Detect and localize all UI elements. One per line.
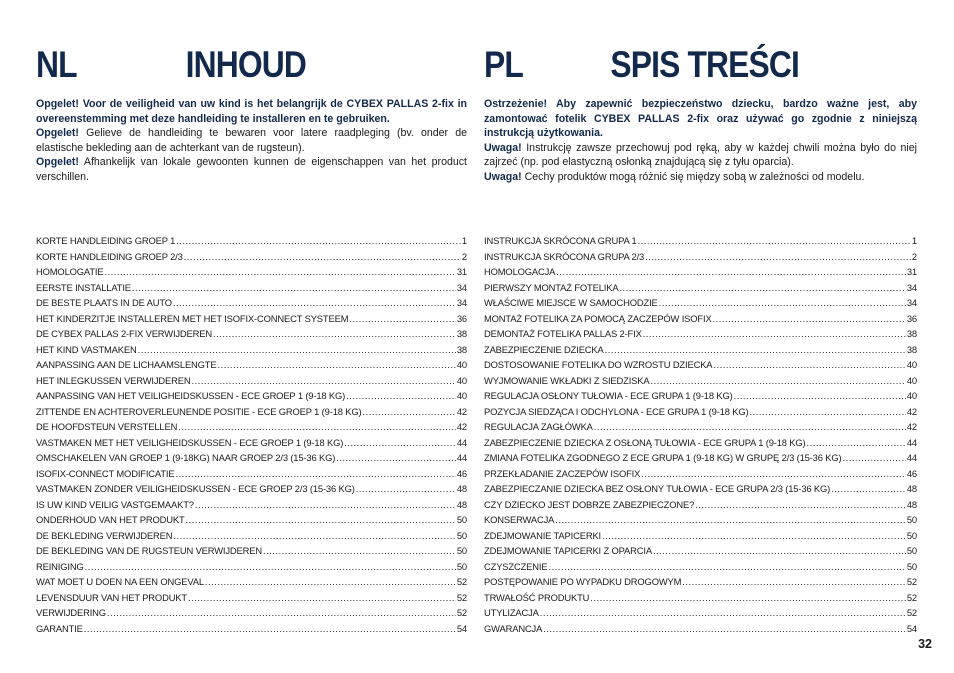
toc-entry-title: WŁAŚCIWE MIEJSCE W SAMOCHODZIE — [484, 297, 658, 308]
toc-dot-leader — [175, 466, 455, 482]
toc-entry[interactable] — [484, 388, 917, 404]
toc-dot-leader — [653, 543, 906, 559]
toc-entry-title: ZITTENDE EN ACHTEROVERLEUNENDE POSITIE - ECE GROEP 1 (9-18 KG) — [36, 405, 362, 417]
toc-entry-page: 40 — [456, 374, 467, 386]
toc-entry-title: DEMONTAŻ FOTELIKA PALLAS 2-FIX — [484, 328, 642, 339]
toc-entry-page: 40 — [456, 390, 467, 401]
language-code: PL — [484, 44, 523, 85]
toc-entry[interactable] — [36, 528, 467, 544]
toc-dot-leader — [195, 497, 456, 513]
toc-entry-page: 38 — [456, 328, 467, 339]
toc-entry[interactable] — [36, 357, 467, 373]
toc-entry-title: ONDERHOUD VAN HET PRODUKT — [36, 514, 185, 525]
toc-entry-page: 34 — [456, 297, 467, 308]
toc-dot-leader — [349, 311, 456, 327]
toc-dot-leader — [641, 466, 906, 482]
toc-entry-page: 52 — [906, 591, 917, 603]
toc-entry-title: ZABEZPIECZANIE DZIECKA BEZ OSŁONY TUŁOWIA - ECE GRUPA 2/3 (15-36 KG) — [484, 483, 831, 494]
toc-entry-title: EERSTE INSTALLATIE — [36, 281, 131, 293]
toc-dot-leader — [132, 280, 456, 296]
toc-entry-page: 40 — [906, 374, 917, 386]
toc-entry-title: HOMOLOGATIE — [36, 266, 104, 277]
toc-entry-title: HOMOLOGACJA — [484, 266, 556, 277]
pl-heading — [484, 44, 856, 90]
warning-paragraph: Ostrzeżenie! Aby zapewnić bezpieczeństwo dziecku, bardzo ważne jest, aby zamontować fotelik CYBEX PALLAS 2-fix oraz używać go zgodnie z niniejszą instrukcją użytkowania. — [484, 98, 917, 140]
toc-entry-title: ZMIANA FOTELIKA ZGODNEGO Z ECE GRUPA 1 (9-18 KG) W GRUPĘ 2/3 (15-36 KG) — [484, 452, 842, 463]
toc-entry-page: 46 — [456, 467, 467, 479]
toc-dot-leader — [184, 249, 461, 265]
toc-entry-title: KORTE HANDLEIDING GROEP 2/3 — [36, 250, 183, 262]
notice-text: Gelieve de handleiding te bewaren voor latere raadpleging (bv. onder de elastische bekleding aan de achterkant van de rugsteun). — [36, 127, 467, 154]
toc-dot-leader — [85, 559, 456, 575]
notice-paragraph — [484, 170, 917, 185]
toc-dot-leader — [843, 450, 906, 466]
notice-paragraph — [36, 126, 467, 155]
toc-entry-title: PIERWSZY MONTAŻ FOTELIKA — [484, 281, 619, 293]
toc-entry[interactable] — [484, 295, 917, 311]
toc-entry-page: 44 — [906, 452, 917, 463]
nl-heading — [36, 44, 407, 90]
toc-dot-leader — [356, 481, 456, 497]
toc-entry[interactable] — [36, 450, 467, 466]
toc-entry-page: 36 — [456, 312, 467, 324]
toc-dot-leader — [344, 435, 456, 451]
toc-entry-page: 36 — [906, 312, 917, 324]
toc-entry[interactable] — [484, 574, 917, 590]
toc-dot-leader — [831, 481, 906, 497]
toc-entry-title: DE BESTE PLAATS IN DE AUTO — [36, 297, 172, 308]
toc-dot-leader — [556, 264, 906, 280]
toc-entry[interactable] — [484, 512, 917, 528]
toc-entry[interactable] — [484, 233, 917, 249]
notice-label: Uwaga! — [484, 170, 522, 183]
toc-entry-title: VASTMAKEN MET HET VEILIGHEIDSKUSSEN - ECE GROEP 1 (9-18 KG) — [36, 436, 344, 448]
toc-entry[interactable] — [484, 590, 917, 606]
toc-dot-leader — [643, 326, 906, 342]
toc-dot-leader — [186, 512, 456, 528]
toc-entry-title: DE BEKLEDING VAN DE RUGSTEUN VERWIJDEREN — [36, 545, 262, 556]
toc-dot-leader — [263, 543, 456, 559]
toc-entry-page: 50 — [456, 560, 467, 572]
page-number: 32 — [918, 637, 932, 651]
toc-entry-title: KONSERWACJA — [484, 514, 555, 525]
toc-entry[interactable] — [36, 497, 467, 513]
toc-entry-page: 42 — [456, 405, 467, 417]
toc-entry-title: GWARANCJA — [484, 622, 543, 634]
toc-entry[interactable] — [36, 404, 467, 420]
toc-entry[interactable] — [36, 574, 467, 590]
toc-entry-page: 50 — [906, 545, 917, 556]
toc-entry[interactable] — [36, 512, 467, 528]
toc-entry-page: 42 — [906, 405, 917, 417]
toc-entry-page: 1 — [911, 235, 917, 246]
toc-entry-page: 2 — [911, 250, 917, 262]
toc-entry-title: GARANTIE — [36, 622, 83, 634]
toc-entry-page: 50 — [906, 514, 917, 525]
toc-entry-page: 50 — [456, 529, 467, 541]
toc-dot-leader — [734, 388, 906, 404]
toc-entry[interactable] — [36, 249, 467, 265]
toc-entry-title: VASTMAKEN ZONDER VEILIGHEIDSKUSSEN - ECE GROEP 2/3 (15-36 KG) — [36, 483, 355, 494]
toc-entry-page: 54 — [456, 622, 467, 634]
toc-entry-page: 50 — [456, 545, 467, 556]
toc-entry[interactable] — [36, 466, 467, 482]
toc-entry-title: IS UW KIND VEILIG VASTGEMAAKT? — [36, 498, 194, 510]
toc-entry[interactable] — [484, 543, 917, 559]
toc-entry-page: 48 — [906, 483, 917, 494]
toc-dot-leader — [695, 497, 906, 513]
toc-dot-leader — [178, 419, 456, 435]
toc-entry[interactable] — [36, 559, 467, 575]
toc-entry[interactable] — [36, 233, 467, 249]
toc-entry-title: POSTĘPOWANIE PO WYPADKU DROGOWYM — [484, 576, 682, 587]
toc-entry[interactable] — [484, 435, 917, 451]
toc-dot-leader — [218, 357, 456, 373]
toc-entry-page: 52 — [456, 591, 467, 603]
toc-entry-page: 52 — [906, 607, 917, 618]
toc-dot-leader — [346, 388, 456, 404]
toc-dot-leader — [605, 342, 906, 358]
toc-dot-leader — [107, 605, 456, 621]
toc-entry-page: 42 — [906, 421, 917, 432]
toc-entry-page: 52 — [456, 607, 467, 618]
toc-entry[interactable] — [36, 621, 467, 637]
toc-dot-leader — [645, 249, 911, 265]
warning-paragraph: Opgelet! Voor de veiligheid van uw kind is het belangrijk de CYBEX PALLAS 2-fix in overeenstemming met deze handleiding te installeren en te gebruiken. — [36, 98, 467, 125]
toc-dot-leader — [602, 528, 906, 544]
toc-entry-page: 40 — [456, 359, 467, 370]
toc-entry-page: 34 — [906, 281, 917, 293]
toc-entry-page: 48 — [906, 498, 917, 510]
toc-entry-title: LEVENSDUUR VAN HET PRODUKT — [36, 591, 187, 603]
toc-entry-page: 38 — [456, 343, 467, 355]
toc-entry-title: HET KINDERZITJE INSTALLEREN MET HET ISOFIX-CONNECT SYSTEEM — [36, 312, 349, 324]
toc-entry[interactable] — [484, 450, 917, 466]
toc-entry-title: ZABEZPIECZENIE DZIECKA Z OSŁONĄ TUŁOWIA - ECE GRUPA 1 (9-18 KG) — [484, 436, 806, 448]
toc-dot-leader — [205, 574, 456, 590]
notice-text: Instrukcję zawsze przechowuj pod ręką, aby w każdej chwili można było do niej zajrzeć (np. pod elastyczną osłonką znajdującą się z tyłu oparcia). — [484, 141, 917, 169]
toc-entry-page: 44 — [456, 436, 467, 448]
toc-entry-title: DOSTOSOWANIE FOTELIKA DO WZROSTU DZIECKA — [484, 359, 713, 370]
toc-dot-leader — [84, 621, 456, 637]
toc-dot-leader — [594, 419, 906, 435]
table-of-contents — [36, 233, 467, 636]
toc-entry-title: AANPASSING AAN DE LICHAAMSLENGTE — [36, 359, 217, 370]
toc-entry-page: 50 — [906, 560, 917, 572]
toc-entry-page: 54 — [906, 622, 917, 634]
toc-entry[interactable] — [484, 481, 917, 497]
toc-entry-page: 31 — [906, 266, 917, 277]
toc-entry[interactable] — [36, 419, 467, 435]
section-title: INHOUD — [185, 44, 306, 85]
toc-entry[interactable] — [36, 342, 467, 358]
toc-entry-page: 2 — [461, 250, 467, 262]
toc-entry-title: WYJMOWANIE WKŁADKI Z SIEDZISKA — [484, 374, 650, 386]
toc-entry-title: WAT MOET U DOEN NA EEN ONGEVAL — [36, 576, 204, 587]
toc-entry-page: 48 — [456, 498, 467, 510]
toc-dot-leader — [540, 605, 906, 621]
notice-label: Opgelet! — [36, 156, 79, 169]
toc-dot-leader — [213, 326, 456, 342]
toc-dot-leader — [650, 373, 905, 389]
toc-entry[interactable] — [36, 373, 467, 389]
toc-dot-leader — [638, 233, 911, 249]
toc-entry-page: 44 — [456, 452, 467, 463]
toc-entry-title: DE CYBEX PALLAS 2-FIX VERWIJDEREN — [36, 328, 213, 339]
toc-entry-page: 52 — [456, 576, 467, 587]
toc-entry-page: 44 — [906, 436, 917, 448]
toc-entry-title: UTYLIZACJA — [484, 607, 539, 618]
notice-paragraph — [484, 141, 917, 170]
notice-label: Opgelet! — [36, 127, 79, 140]
toc-entry[interactable] — [484, 249, 917, 265]
language-code: NL — [36, 44, 77, 85]
toc-entry[interactable] — [484, 264, 917, 280]
toc-entry-title: POZYCJA SIEDZĄCA I ODCHYLONA - ECE GRUPA 1 (9-18 KG) — [484, 405, 749, 417]
toc-entry-page: 34 — [456, 281, 467, 293]
table-of-contents — [484, 233, 917, 636]
toc-entry[interactable] — [36, 326, 467, 342]
toc-entry-title: PRZEKŁADANIE ZACZEPÓW ISOFIX — [484, 467, 641, 479]
toc-dot-leader — [555, 512, 906, 528]
toc-entry-title: REGULACJA ZAGŁÓWKA — [484, 421, 593, 432]
toc-entry[interactable] — [484, 559, 917, 575]
toc-dot-leader — [548, 559, 905, 575]
toc-dot-leader — [173, 528, 455, 544]
toc-entry-title: ISOFIX-CONNECT MODIFICATIE — [36, 467, 175, 479]
toc-dot-leader — [659, 295, 906, 311]
toc-entry[interactable] — [484, 342, 917, 358]
toc-entry-title: TRWAŁOŚĆ PRODUKTU — [484, 591, 590, 603]
toc-entry[interactable] — [36, 388, 467, 404]
toc-dot-leader — [807, 435, 906, 451]
toc-entry[interactable] — [36, 295, 467, 311]
toc-entry[interactable] — [484, 326, 917, 342]
toc-entry-page: 42 — [456, 421, 467, 432]
toc-entry[interactable] — [36, 543, 467, 559]
toc-dot-leader — [750, 404, 906, 420]
toc-entry-page: 52 — [906, 576, 917, 587]
toc-entry-title: REGULACJA OSŁONY TUŁOWIA - ECE GRUPA 1 (9-18 KG) — [484, 390, 733, 401]
toc-entry-page: 34 — [906, 297, 917, 308]
toc-entry[interactable] — [484, 373, 917, 389]
toc-dot-leader — [682, 574, 906, 590]
toc-dot-leader — [543, 621, 906, 637]
toc-entry-title: CZY DZIECKO JEST DOBRZE ZABEZPIECZONE? — [484, 498, 695, 510]
toc-entry[interactable] — [36, 481, 467, 497]
toc-entry-title: INSTRUKCJA SKRÓCONA GRUPA 1 — [484, 235, 637, 246]
toc-entry[interactable] — [36, 435, 467, 451]
toc-entry[interactable] — [484, 497, 917, 513]
toc-entry-title: INSTRUKCJA SKRÓCONA GRUPA 2/3 — [484, 250, 645, 262]
toc-entry-page: 31 — [456, 266, 467, 277]
toc-entry[interactable] — [484, 605, 917, 621]
toc-entry-page: 38 — [906, 343, 917, 355]
toc-entry-title: OMSCHAKELEN VAN GROEP 1 (9-18KG) NAAR GROEP 2/3 (15-36 KG) — [36, 452, 336, 463]
notice-text: Afhankelijk van lokale gewoonten kunnen de eigenschappen van het product verschillen. — [36, 156, 467, 183]
toc-dot-leader — [173, 295, 456, 311]
toc-entry-title: ZABEZPIECZENIE DZIECKA — [484, 343, 604, 355]
toc-entry-title: ZDEJMOWANIE TAPICERKI Z OPARCIA — [484, 545, 652, 556]
toc-entry[interactable] — [36, 590, 467, 606]
toc-entry[interactable] — [484, 466, 917, 482]
notice-text: Cechy produktów mogą różnić się między sobą w zależności od modelu. — [521, 170, 865, 183]
toc-entry[interactable] — [484, 528, 917, 544]
toc-entry[interactable] — [484, 621, 917, 637]
section-title: SPIS TREŚCI — [610, 44, 800, 85]
toc-dot-leader — [590, 590, 906, 606]
toc-entry-title: HET KIND VASTMAKEN — [36, 343, 137, 355]
toc-entry-page: 38 — [906, 328, 917, 339]
toc-entry-title: DE BEKLEDING VERWIJDEREN — [36, 529, 173, 541]
toc-dot-leader — [104, 264, 455, 280]
toc-entry[interactable] — [484, 357, 917, 373]
toc-entry[interactable] — [36, 280, 467, 296]
toc-entry[interactable] — [36, 311, 467, 327]
toc-dot-leader — [363, 404, 456, 420]
toc-entry-title: VERWIJDERING — [36, 607, 106, 618]
toc-entry-title: DE HOOFDSTEUN VERSTELLEN — [36, 421, 178, 432]
toc-dot-leader — [138, 342, 456, 358]
toc-entry-title: ZDEJMOWANIE TAPICERKI — [484, 529, 601, 541]
toc-entry-page: 46 — [906, 467, 917, 479]
notice-paragraph — [36, 155, 467, 184]
toc-entry-page: 40 — [906, 390, 917, 401]
toc-entry-page: 48 — [456, 483, 467, 494]
toc-entry-title: AANPASSING VAN HET VEILIGHEIDSKUSSEN - ECE GROEP 1 (9-18 KG) — [36, 390, 346, 401]
toc-entry[interactable] — [36, 264, 467, 280]
toc-entry[interactable] — [484, 280, 917, 296]
toc-dot-leader — [188, 590, 456, 606]
toc-entry-page: 40 — [906, 359, 917, 370]
toc-entry-title: REINIGING — [36, 560, 84, 572]
safety-notice — [36, 97, 467, 185]
safety-notice — [484, 97, 917, 185]
toc-entry-page: 1 — [461, 235, 467, 246]
toc-entry-title: KORTE HANDLEIDING GROEP 1 — [36, 235, 176, 246]
toc-entry-title: CZYSZCZENIE — [484, 560, 548, 572]
toc-dot-leader — [336, 450, 456, 466]
toc-entry[interactable] — [484, 404, 917, 420]
toc-entry[interactable] — [36, 605, 467, 621]
toc-dot-leader — [176, 233, 461, 249]
toc-entry-title: MONTAŻ FOTELIKA ZA POMOCĄ ZACZEPÓW ISOFIX — [484, 312, 712, 324]
toc-entry-page: 50 — [906, 529, 917, 541]
toc-entry-title: HET INLEGKUSSEN VERWIJDEREN — [36, 374, 191, 386]
notice-label: Uwaga! — [484, 141, 522, 154]
toc-dot-leader — [713, 311, 906, 327]
toc-entry[interactable] — [484, 419, 917, 435]
toc-entry[interactable] — [484, 311, 917, 327]
toc-dot-leader — [619, 280, 905, 296]
toc-dot-leader — [713, 357, 905, 373]
toc-dot-leader — [192, 373, 456, 389]
toc-entry-page: 50 — [456, 514, 467, 525]
